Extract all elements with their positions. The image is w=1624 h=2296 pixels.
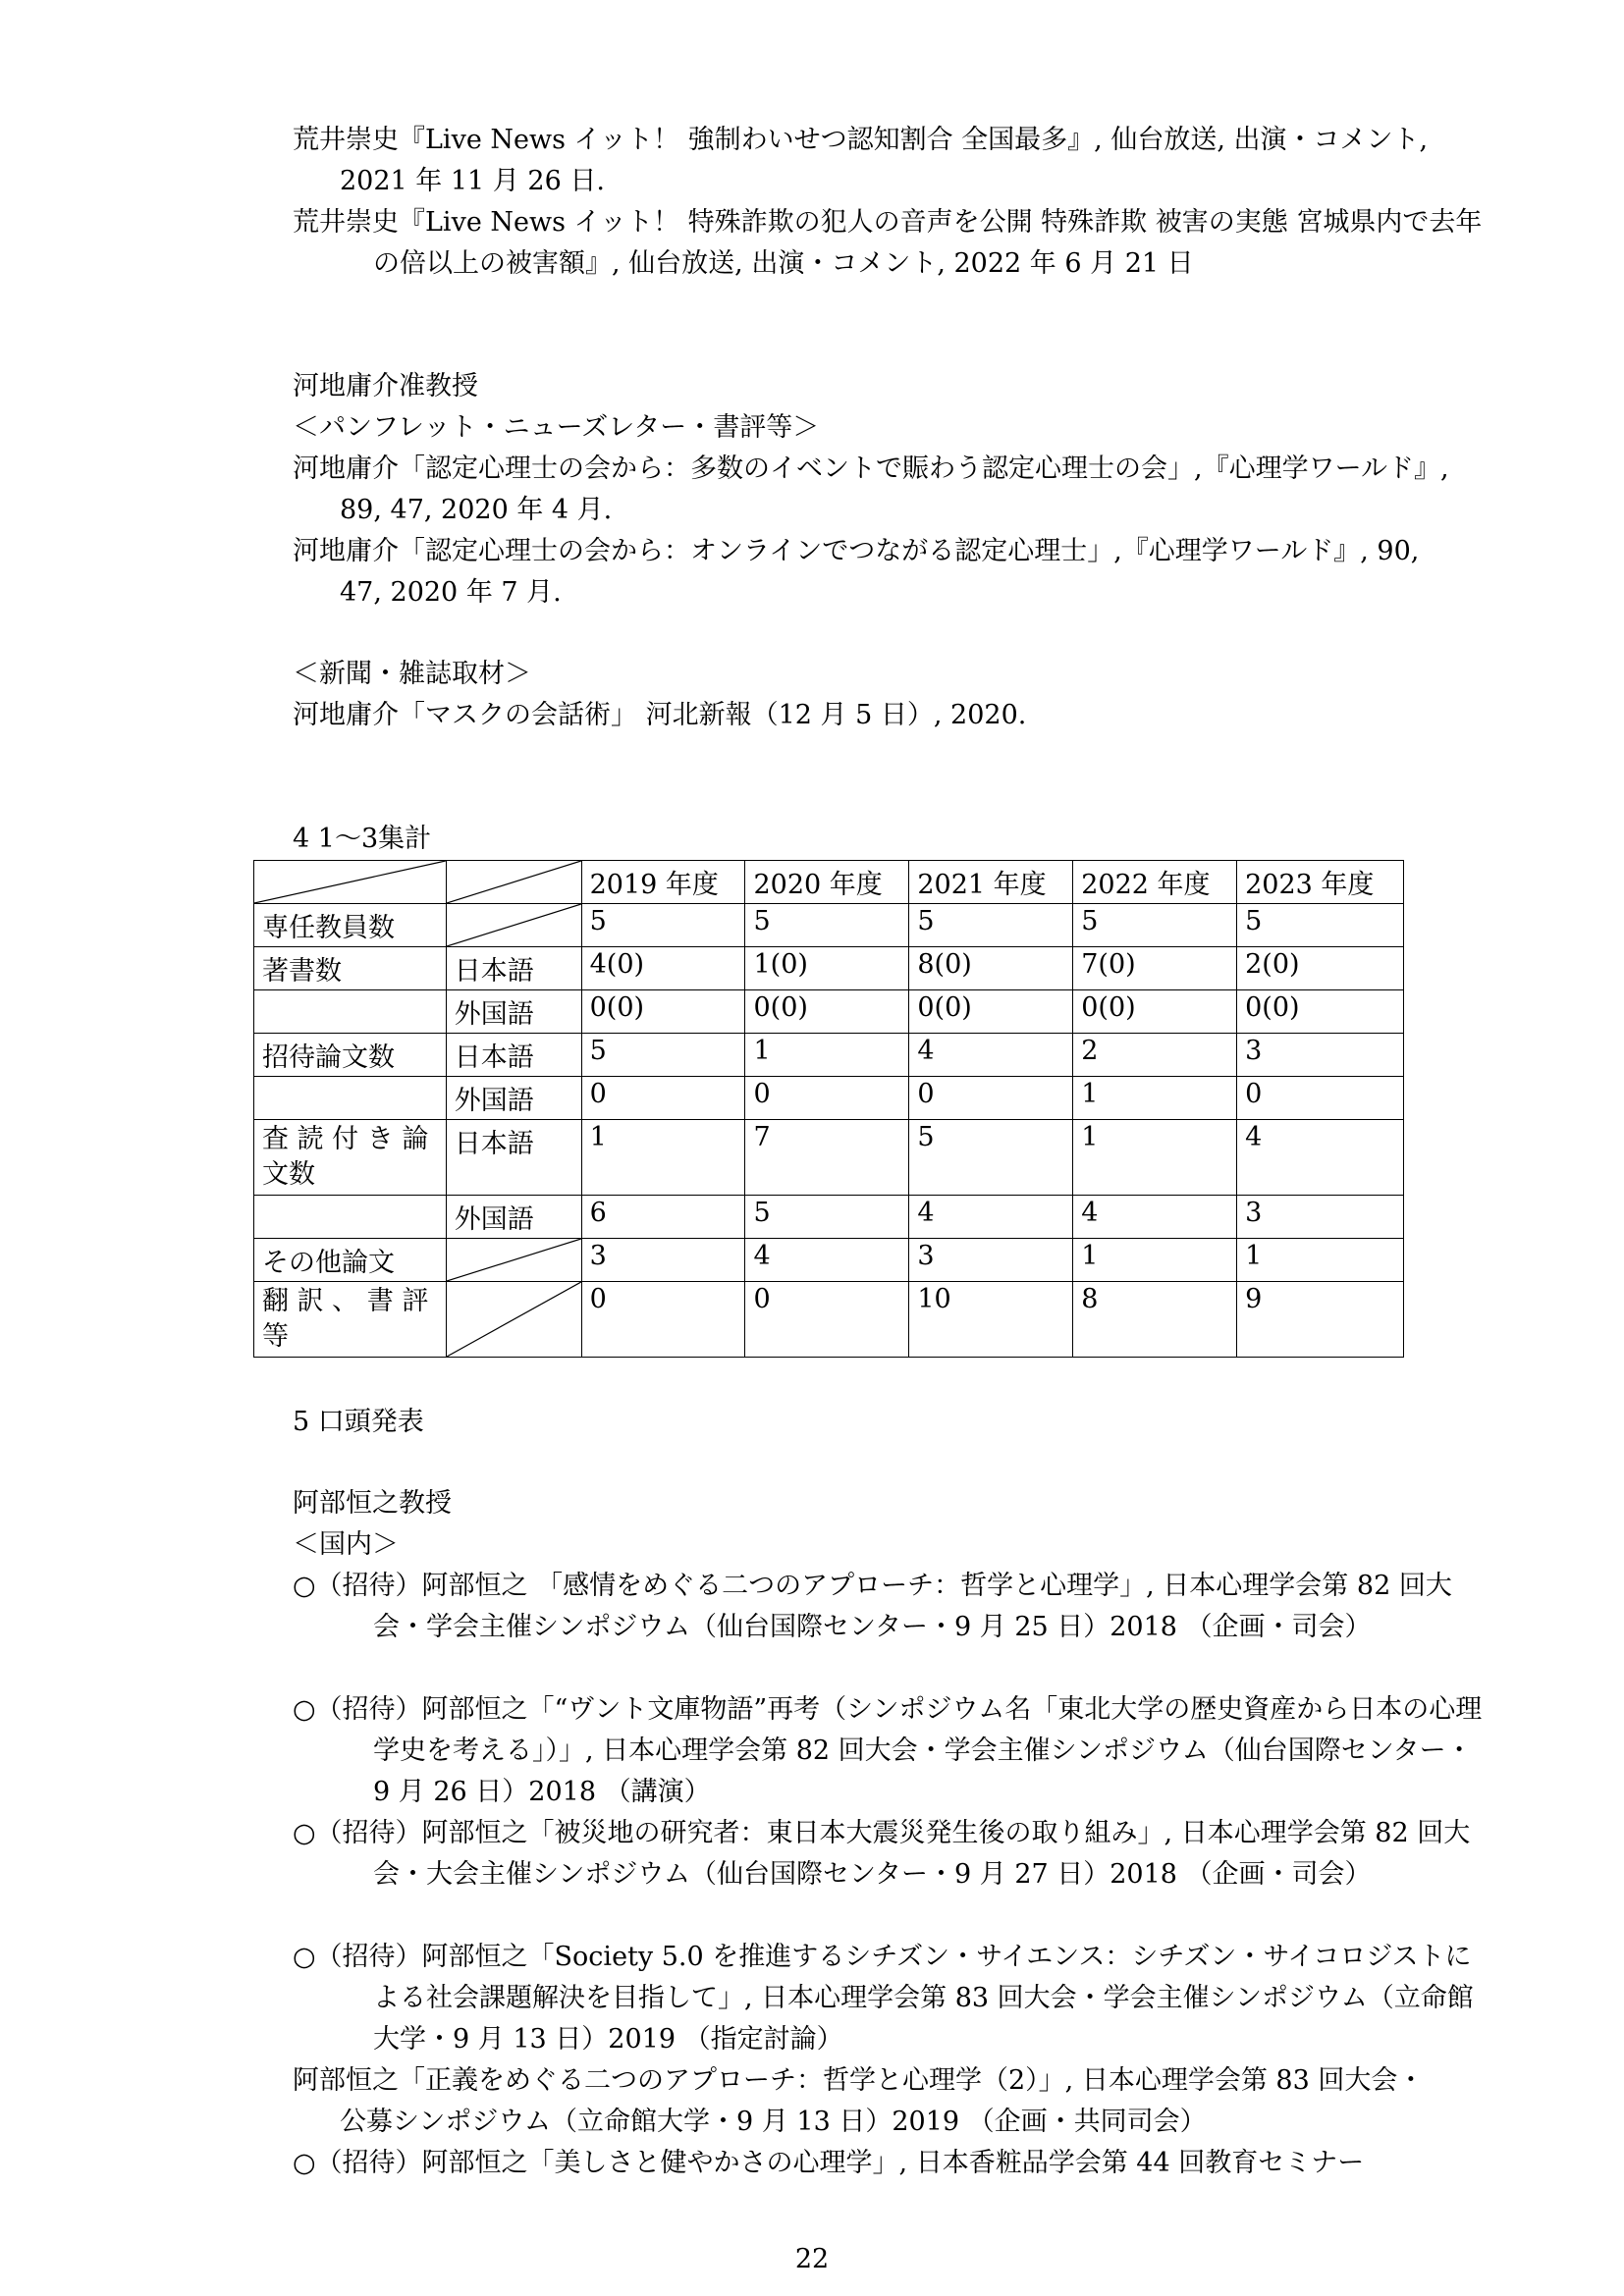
table-cell: 0 xyxy=(909,1077,1073,1120)
table-cell: 9 xyxy=(1237,1282,1404,1358)
year-header: 2023 年度 xyxy=(1237,861,1404,904)
table-cell: 5 xyxy=(909,904,1073,947)
table-cell: 7 xyxy=(745,1120,909,1196)
row-label: その他論文 xyxy=(254,1239,447,1282)
row-label: 著書数 xyxy=(254,947,447,990)
year-header: 2021 年度 xyxy=(909,861,1073,904)
top-entry-2: 荒井崇史『Live News イット！ 特殊詐欺の犯人の音声を公開 特殊詐欺 被害の実態 宮城県内で去年の倍以上の被害額』, 仙台放送, 出演・コメント, 2022 年 6 月 21 日 xyxy=(293,207,1483,279)
summary-row xyxy=(254,1282,1404,1358)
news-heading: ＜新聞・雑誌取材＞ xyxy=(293,659,531,689)
summary-header-row xyxy=(254,861,1404,904)
table-cell: 4 xyxy=(909,1034,1073,1077)
table-cell: 7(0) xyxy=(1073,947,1237,990)
table-cell: 3 xyxy=(909,1239,1073,1282)
summary-row xyxy=(254,904,1404,947)
table-cell: 4(0) xyxy=(581,947,745,990)
table-cell: 1 xyxy=(1237,1239,1404,1282)
table-cell: 4 xyxy=(1237,1120,1404,1196)
table-cell: 0(0) xyxy=(581,990,745,1034)
row-label: 翻 訳 、 書 評 等 xyxy=(254,1282,447,1358)
row-sublabel: 外国語 xyxy=(446,1196,581,1239)
table-cell: 0 xyxy=(745,1282,909,1358)
header-corner-cell xyxy=(254,861,447,904)
row-label xyxy=(254,1077,447,1120)
table-cell: 5 xyxy=(581,1034,745,1077)
oral-entry-4: ○（招待）阿部恒之「Society 5.0 を推進するシチズン・サイエンス：シチズン・サイコロジストによる社会課題解決を目指して」, 日本心理学会第 83 回大会・学会主催シンポジウム（立命館大学・9 月 13 日）2019 （指定討論） xyxy=(293,1942,1474,2055)
table-cell: 5 xyxy=(745,904,909,947)
row-sub-diagonal-cell xyxy=(446,904,581,947)
year-header: 2022 年度 xyxy=(1073,861,1237,904)
row-label xyxy=(254,990,447,1034)
oral-entry-2: ○（招待）阿部恒之「“ヴント文庫物語”再考（シンポジウム名「東北大学の歴史資産から日本の心理学史を考える」）」, 日本心理学会第 82 回大会・学会主催シンポジウム（仙台国際センター・9 月 26 日）2018 （講演） xyxy=(293,1694,1483,1807)
table-cell: 5 xyxy=(1073,904,1237,947)
oral-entry-6: ○（招待）阿部恒之「美しさと健やかさの心理学」, 日本香粧品学会第 44 回教育セミナー xyxy=(293,2148,1365,2178)
table-cell: 1 xyxy=(745,1034,909,1077)
table-cell: 3 xyxy=(1237,1196,1404,1239)
pamphlet-heading: ＜パンフレット・ニューズレター・書評等＞ xyxy=(293,412,820,443)
table-cell: 0 xyxy=(581,1282,745,1358)
summary-row xyxy=(254,1034,1404,1077)
summary-title: 4 1～3集計 xyxy=(293,824,432,854)
table-cell: 0 xyxy=(1237,1077,1404,1120)
summary-row xyxy=(254,1120,1404,1196)
row-sublabel: 日本語 xyxy=(446,947,581,990)
row-sublabel: 外国語 xyxy=(446,1077,581,1120)
oral-entry-1: ○（招待）阿部恒之 「感情をめぐる二つのアプローチ：哲学と心理学」, 日本心理学会第 82 回大会・学会主催シンポジウム（仙台国際センター・9 月 25 日）2018 （企画・司会） xyxy=(293,1571,1452,1642)
year-header: 2020 年度 xyxy=(745,861,909,904)
news-entry-1: 河地庸介「マスクの会話術」 河北新報（12 月 5 日）, 2020. xyxy=(293,700,1027,730)
table-cell: 0 xyxy=(581,1077,745,1120)
table-cell: 3 xyxy=(1237,1034,1404,1077)
summary-row xyxy=(254,1196,1404,1239)
table-cell: 5 xyxy=(745,1196,909,1239)
table-cell: 2 xyxy=(1073,1034,1237,1077)
table-cell: 2(0) xyxy=(1237,947,1404,990)
table-cell: 4 xyxy=(1073,1196,1237,1239)
oral-entry-3: ○（招待）阿部恒之「被災地の研究者：東日本大震災発生後の取り組み」, 日本心理学会第 82 回大会・大会主催シンポジウム（仙台国際センター・9 月 27 日）2018 （企画・司会） xyxy=(293,1818,1471,1890)
row-label xyxy=(254,1196,447,1239)
top-entry-1: 荒井崇史『Live News イット！ 強制わいせつ認知割合 全国最多』, 仙台放送, 出演・コメント, 2021 年 11 月 26 日. xyxy=(293,125,1429,196)
table-cell: 8(0) xyxy=(909,947,1073,990)
table-cell: 0(0) xyxy=(1073,990,1237,1034)
table-cell: 1 xyxy=(581,1120,745,1196)
table-cell: 0(0) xyxy=(909,990,1073,1034)
kawachi-name: 河地庸介准教授 xyxy=(293,371,478,401)
summary-row xyxy=(254,990,1404,1034)
table-cell: 0 xyxy=(745,1077,909,1120)
oral-title: 5 口頭発表 xyxy=(293,1407,424,1437)
table-cell: 0(0) xyxy=(1237,990,1404,1034)
domestic-heading: ＜国内＞ xyxy=(293,1529,399,1560)
row-label: 招待論文数 xyxy=(254,1034,447,1077)
table-cell: 3 xyxy=(581,1239,745,1282)
summary-row xyxy=(254,1077,1404,1120)
table-cell: 1 xyxy=(1073,1077,1237,1120)
table-cell: 5 xyxy=(1237,904,1404,947)
table-cell: 1 xyxy=(1073,1239,1237,1282)
year-header: 2019 年度 xyxy=(581,861,745,904)
row-sub-diagonal-cell xyxy=(446,1282,581,1358)
table-cell: 5 xyxy=(909,1120,1073,1196)
summary-row xyxy=(254,1239,1404,1282)
table-cell: 10 xyxy=(909,1282,1073,1358)
table-cell: 4 xyxy=(909,1196,1073,1239)
page-number: 22 xyxy=(794,2244,830,2274)
row-sublabel: 日本語 xyxy=(446,1120,581,1196)
abe-name: 阿部恒之教授 xyxy=(293,1488,452,1519)
table-cell: 4 xyxy=(745,1239,909,1282)
row-label: 専任教員数 xyxy=(254,904,447,947)
header-sub-corner-cell xyxy=(446,861,581,904)
table-cell: 6 xyxy=(581,1196,745,1239)
summary-row xyxy=(254,947,1404,990)
row-sublabel: 外国語 xyxy=(446,990,581,1034)
table-cell: 1 xyxy=(1073,1120,1237,1196)
oral-entry-5: 阿部恒之「正義をめぐる二つのアプローチ：哲学と心理学（2）」, 日本心理学会第 83 回大会・公募シンポジウム（立命館大学・9 月 13 日）2019 （企画・共同司会） xyxy=(293,2065,1425,2137)
table-cell: 8 xyxy=(1073,1282,1237,1358)
pamphlet-entry-1: 河地庸介「認定心理士の会から：多数のイベントで賑わう認定心理士の会」,『心理学ワールド』, 89, 47, 2020 年 4 月. xyxy=(293,454,1449,525)
row-sublabel: 日本語 xyxy=(446,1034,581,1077)
row-sub-diagonal-cell xyxy=(446,1239,581,1282)
table-cell: 0(0) xyxy=(745,990,909,1034)
row-label: 査 読 付 き 論 文数 xyxy=(254,1120,447,1196)
pamphlet-entry-2: 河地庸介「認定心理士の会から：オンラインでつながる認定心理士」,『心理学ワールド』, 90, 47, 2020 年 7 月. xyxy=(293,536,1420,608)
summary-table xyxy=(253,860,1404,1358)
table-cell: 1(0) xyxy=(745,947,909,990)
table-cell: 5 xyxy=(581,904,745,947)
